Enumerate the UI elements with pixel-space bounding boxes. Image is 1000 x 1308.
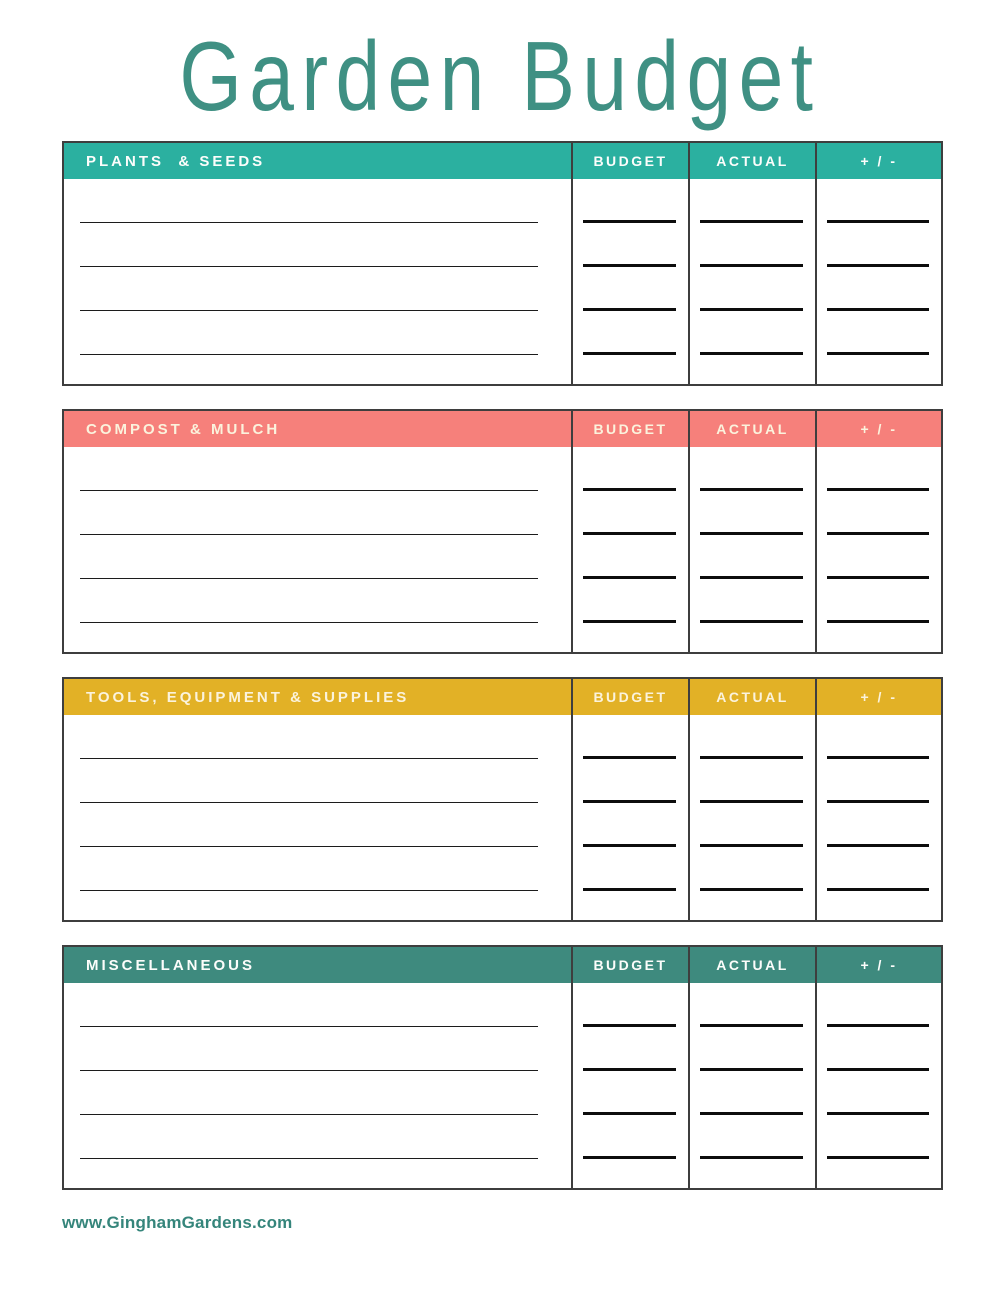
item-entry-line <box>64 535 571 579</box>
actual-entry-line <box>690 579 815 623</box>
budget-column <box>571 983 688 1188</box>
budget-entry-line <box>573 535 688 579</box>
budget-entry-line <box>573 983 688 1027</box>
actual-entry-line <box>690 311 815 355</box>
plus-minus-entry-line <box>817 715 941 759</box>
budget-entry-line <box>573 267 688 311</box>
plus-minus-entry-line <box>817 223 941 267</box>
actual-entry-line <box>690 1027 815 1071</box>
column-header-budget: BUDGET <box>571 411 688 447</box>
actual-entry-line <box>690 447 815 491</box>
plus-minus-entry-line <box>817 983 941 1027</box>
column-header-actual: ACTUAL <box>688 679 815 715</box>
actual-entry-line <box>690 179 815 223</box>
budget-entry-line <box>573 447 688 491</box>
plus-minus-entry-line <box>817 759 941 803</box>
item-entry-line <box>64 759 571 803</box>
plus-minus-column <box>815 715 941 920</box>
budget-tables <box>62 141 943 1190</box>
column-header-plus-minus: + / - <box>815 947 941 983</box>
actual-entry-line <box>690 1115 815 1159</box>
column-header-budget: BUDGET <box>571 947 688 983</box>
budget-entry-line <box>573 1071 688 1115</box>
plus-minus-column <box>815 447 941 652</box>
section-table-tools-equipment-supplies <box>62 677 943 922</box>
actual-column <box>688 447 815 652</box>
budget-entry-line <box>573 759 688 803</box>
column-header-plus-minus: + / - <box>815 679 941 715</box>
section-table-compost-mulch <box>62 409 943 654</box>
item-entry-line <box>64 267 571 311</box>
plus-minus-entry-line <box>817 1027 941 1071</box>
plus-minus-entry-line <box>817 1115 941 1159</box>
actual-entry-line <box>690 759 815 803</box>
column-header-budget: BUDGET <box>571 679 688 715</box>
actual-entry-line <box>690 491 815 535</box>
plus-minus-entry-line <box>817 535 941 579</box>
item-entry-line <box>64 715 571 759</box>
plus-minus-entry-line <box>817 447 941 491</box>
item-entry-line <box>64 579 571 623</box>
budget-entry-line <box>573 715 688 759</box>
item-entry-line <box>64 803 571 847</box>
actual-entry-line <box>690 535 815 579</box>
item-entry-line <box>64 447 571 491</box>
actual-entry-line <box>690 223 815 267</box>
item-column <box>64 179 571 384</box>
item-column <box>64 715 571 920</box>
plus-minus-entry-line <box>817 491 941 535</box>
actual-entry-line <box>690 715 815 759</box>
section-table-miscellaneous <box>62 945 943 1190</box>
section-table-plants-seeds <box>62 141 943 386</box>
column-header-actual: ACTUAL <box>688 411 815 447</box>
budget-entry-line <box>573 491 688 535</box>
plus-minus-column <box>815 983 941 1188</box>
plus-minus-entry-line <box>817 311 941 355</box>
page-title-text: Garden Budget <box>179 21 821 131</box>
actual-entry-line <box>690 1071 815 1115</box>
item-entry-line <box>64 491 571 535</box>
plus-minus-entry-line <box>817 803 941 847</box>
item-entry-line <box>64 847 571 891</box>
budget-entry-line <box>573 179 688 223</box>
budget-entry-line <box>573 579 688 623</box>
item-entry-line <box>64 1071 571 1115</box>
item-column <box>64 983 571 1188</box>
section-header-plants-seeds: PLANTS & SEEDS <box>64 143 571 179</box>
budget-column <box>571 179 688 384</box>
actual-column <box>688 179 815 384</box>
actual-entry-line <box>690 847 815 891</box>
budget-entry-line <box>573 803 688 847</box>
column-header-budget: BUDGET <box>571 143 688 179</box>
plus-minus-entry-line <box>817 579 941 623</box>
budget-column <box>571 715 688 920</box>
budget-entry-line <box>573 1027 688 1071</box>
plus-minus-entry-line <box>817 847 941 891</box>
section-header-compost-mulch: COMPOST & MULCH <box>64 411 571 447</box>
actual-entry-line <box>690 803 815 847</box>
item-entry-line <box>64 311 571 355</box>
item-entry-line <box>64 179 571 223</box>
budget-column <box>571 447 688 652</box>
website-link[interactable]: www.GinghamGardens.com <box>62 1213 293 1233</box>
budget-entry-line <box>573 1115 688 1159</box>
plus-minus-entry-line <box>817 267 941 311</box>
item-column <box>64 447 571 652</box>
column-header-plus-minus: + / - <box>815 143 941 179</box>
budget-entry-line <box>573 311 688 355</box>
budget-entry-line <box>573 847 688 891</box>
plus-minus-entry-line <box>817 179 941 223</box>
plus-minus-column <box>815 179 941 384</box>
actual-entry-line <box>690 983 815 1027</box>
item-entry-line <box>64 1027 571 1071</box>
actual-entry-line <box>690 267 815 311</box>
actual-column <box>688 983 815 1188</box>
plus-minus-entry-line <box>817 1071 941 1115</box>
item-entry-line <box>64 1115 571 1159</box>
column-header-actual: ACTUAL <box>688 143 815 179</box>
column-header-plus-minus: + / - <box>815 411 941 447</box>
actual-column <box>688 715 815 920</box>
section-header-tools-equipment-supplies: TOOLS, EQUIPMENT & SUPPLIES <box>64 679 571 715</box>
section-header-miscellaneous: MISCELLANEOUS <box>64 947 571 983</box>
budget-entry-line <box>573 223 688 267</box>
item-entry-line <box>64 983 571 1027</box>
item-entry-line <box>64 223 571 267</box>
column-header-actual: ACTUAL <box>688 947 815 983</box>
page-title <box>0 14 1000 139</box>
